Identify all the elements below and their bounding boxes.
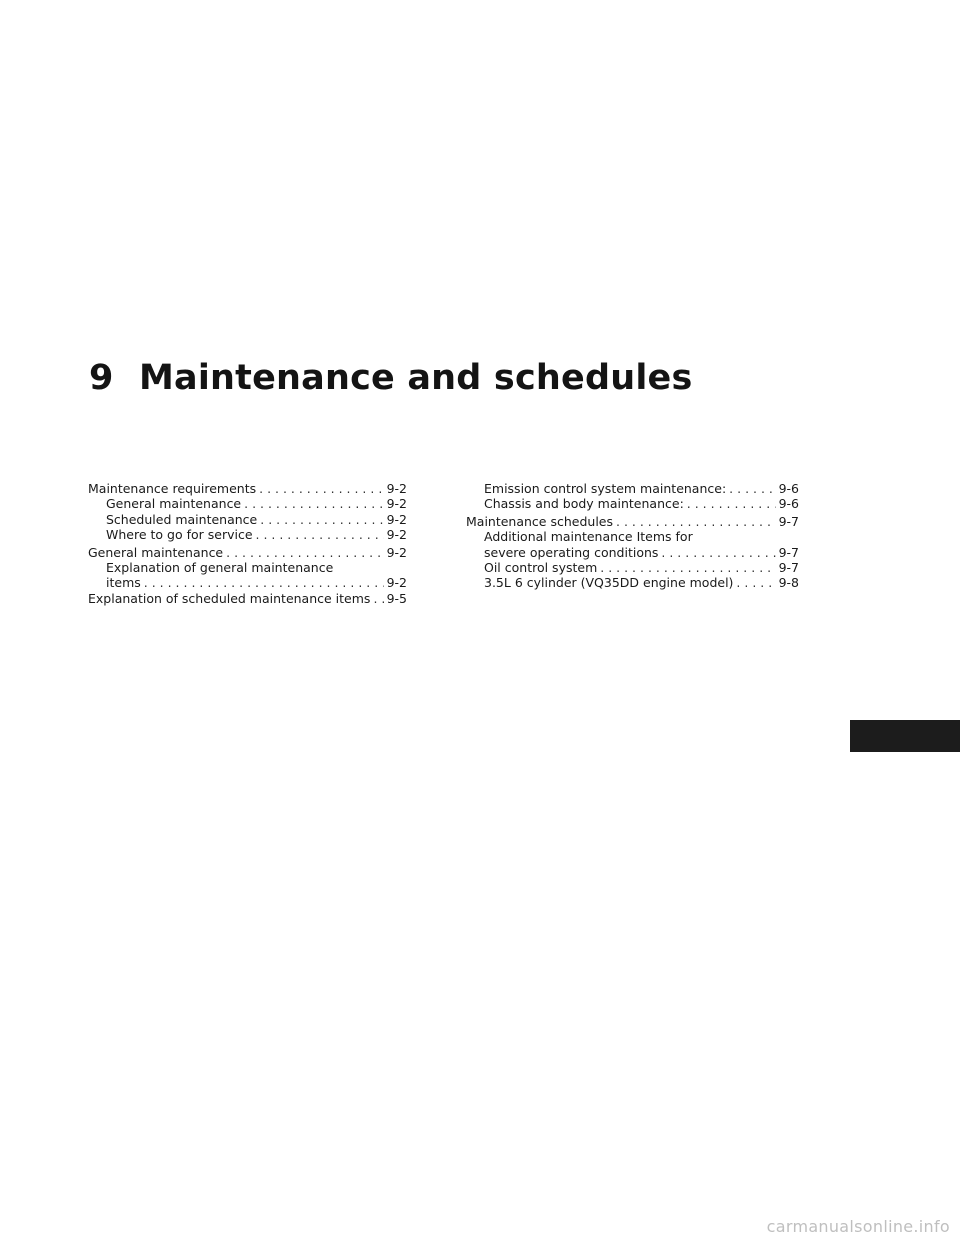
toc-entry-explanation-scheduled[interactable] (88, 591, 407, 606)
toc-dot-leader (244, 496, 383, 511)
toc-entry-maintenance-schedules[interactable] (466, 514, 799, 529)
toc-dot-leader (373, 591, 383, 606)
toc-entry-label: General maintenance (88, 544, 224, 560)
toc-left-column (88, 481, 407, 606)
toc-entry-oil-control[interactable] (466, 560, 799, 575)
toc-entry-label: severe operating conditions (484, 544, 659, 560)
toc-entry-general-maintenance-sub[interactable] (88, 496, 407, 511)
toc-entry-where-to-go-for-service[interactable] (88, 527, 407, 542)
toc-entry-label: Scheduled maintenance (106, 511, 258, 527)
toc-entry-page: 9-7 (778, 513, 799, 529)
toc-dot-leader (729, 481, 775, 496)
toc-dot-leader (226, 545, 383, 560)
chapter-title-text: Maintenance and schedules (139, 358, 693, 398)
toc-entry-maintenance-requirements[interactable] (88, 481, 407, 496)
toc-dot-leader (661, 545, 775, 560)
toc-entry-page: 9-8 (778, 575, 799, 591)
toc-dot-leader (256, 527, 384, 542)
toc-entry-page: 9-6 (778, 481, 799, 496)
toc-dot-leader (259, 481, 383, 496)
toc-entry-explanation-general-items[interactable] (88, 575, 407, 590)
toc-entry-label: Explanation of general maintenance (106, 560, 334, 576)
toc-entry-page: 9-2 (386, 527, 407, 543)
toc-entry-label: items (106, 575, 141, 591)
toc-entry-page: 9-2 (386, 481, 407, 496)
toc-entry-label: Maintenance schedules (466, 513, 614, 529)
toc-entry-general-maintenance[interactable] (88, 545, 407, 560)
toc-dot-leader (736, 575, 775, 590)
toc-entry-label: Explanation of scheduled maintenance items (88, 590, 371, 606)
toc-entry-explanation-general-line1[interactable] (88, 560, 407, 575)
toc-entry-35l-engine[interactable] (466, 575, 799, 590)
chapter-number: 9 (89, 358, 114, 398)
toc-entry-page: 9-2 (386, 575, 407, 591)
toc-entry-label: 3.5L 6 cylinder (VQ35DD engine model) (484, 575, 734, 591)
toc-entry-page: 9-7 (778, 544, 799, 560)
toc-entry-page: 9-7 (778, 560, 799, 576)
toc-entry-label: Chassis and body maintenance: (484, 496, 684, 512)
chapter-title (89, 358, 693, 398)
toc-entry-chassis-body[interactable] (466, 496, 799, 511)
toc-entry-label: Emission control system maintenance: (484, 481, 727, 496)
toc-entry-label: General maintenance (106, 496, 242, 512)
toc-entry-label: Maintenance requirements (88, 481, 257, 496)
toc-entry-page: 9-6 (778, 496, 799, 512)
toc-entry-page: 9-2 (386, 544, 407, 560)
toc-dot-leader (260, 512, 383, 527)
toc-dot-leader (144, 575, 384, 590)
toc-entry-label: Oil control system (484, 560, 598, 576)
toc-entry-severe-operating[interactable] (466, 545, 799, 560)
toc-entry-label: Additional maintenance Items for (484, 529, 693, 545)
watermark: carmanualsonline.info (766, 1217, 950, 1236)
toc-entry-emission-control[interactable] (466, 481, 799, 496)
toc-entry-page: 9-2 (386, 511, 407, 527)
toc-entry-scheduled-maintenance[interactable] (88, 512, 407, 527)
toc-right-column (466, 481, 799, 591)
chapter-tab-marker (850, 720, 960, 752)
toc-entry-page: 9-2 (386, 496, 407, 512)
toc-entry-additional-maintenance-line1[interactable] (466, 529, 799, 544)
toc-dot-leader (687, 496, 776, 511)
toc-dot-leader (616, 514, 776, 529)
toc-dot-leader (600, 560, 775, 575)
toc-entry-page: 9-5 (386, 590, 407, 606)
toc-entry-label: Where to go for service (106, 527, 253, 543)
